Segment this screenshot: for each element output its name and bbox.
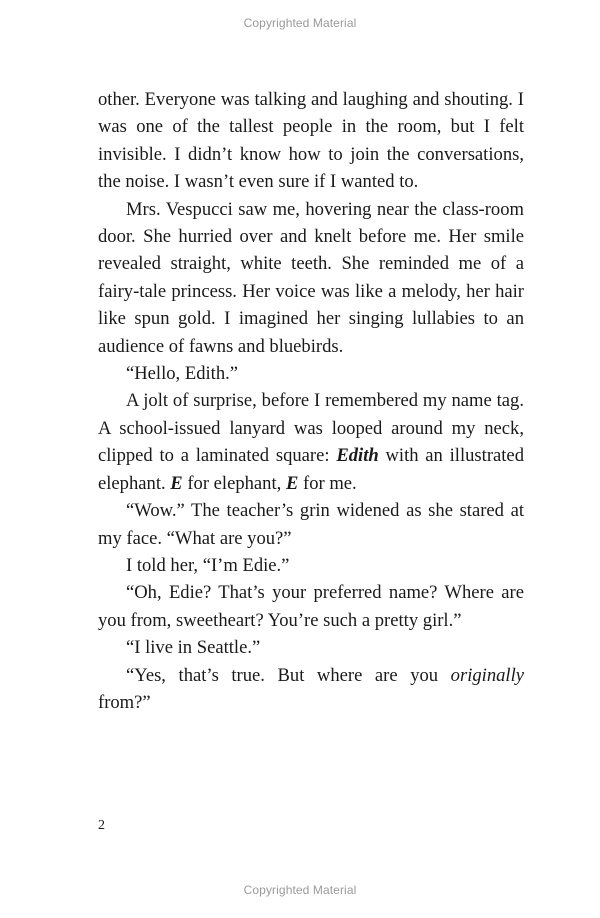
text-run: “Yes, that’s true. But where are you	[126, 664, 451, 686]
copyright-watermark-bottom: Copyrighted Material	[243, 883, 357, 897]
letter-emphasis: E	[170, 472, 183, 494]
paragraph: I told her, “I’m Edie.”	[126, 554, 290, 576]
paragraph: “Oh, Edie? That’s your preferred name? Where are you from, sweetheart? You’re such a pretty girl.”	[98, 582, 524, 631]
italic-emphasis: originally	[450, 664, 524, 686]
paragraph: “Hello, Edith.”	[126, 363, 239, 385]
page-number: 2	[98, 818, 105, 833]
paragraph: “I live in Seattle.”	[126, 637, 261, 659]
copyright-watermark-top: Copyrighted Material	[243, 16, 357, 30]
text-run: A jolt of surprise, before I remembered my name tag. A school-issued lanyard was looped around my neck, clipped to a laminated square:	[98, 390, 524, 467]
text-run: for elephant,	[182, 472, 286, 494]
paragraph: Mrs. Vespucci saw me, hovering near the class-room door. She hurried over and knelt before me. Her smile revealed straight, white teeth. She reminded me of a fairy-tale princess. Her voice was like a melody, her hair like spun gold. I imagined her singing lullabies to an audience of fawns and bluebirds.	[98, 198, 524, 357]
text-run: from?”	[98, 691, 151, 713]
paragraph	[98, 662, 524, 717]
paragraph	[98, 387, 524, 497]
letter-emphasis: E	[285, 472, 299, 494]
text-run: with an illustrated elephant.	[98, 445, 524, 494]
name-tag-text: Edith	[336, 445, 379, 467]
paragraph: other. Everyone was talking and laughing and shouting. I was one of the tallest people in the room, but I felt invisible. I didn’t know how to join the conversations, the noise. I wasn’t even sure if I wanted to.	[98, 89, 524, 193]
paragraph: “Wow.” The teacher’s grin widened as she stared at my face. “What are you?”	[98, 500, 524, 549]
body-text	[98, 86, 524, 716]
text-run: for me.	[298, 472, 357, 494]
